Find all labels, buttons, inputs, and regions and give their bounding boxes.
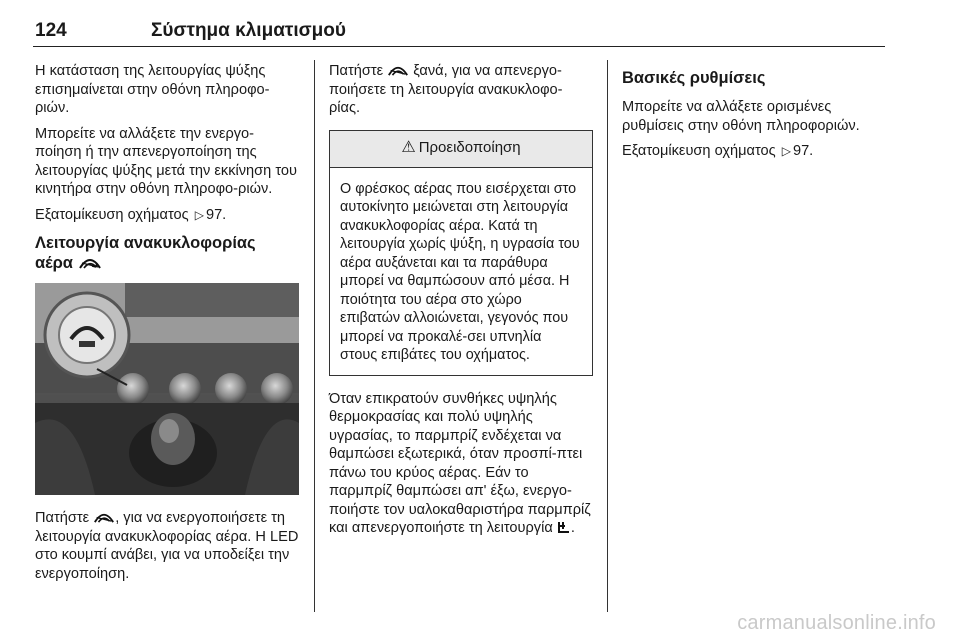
warning-title: Προειδοποίηση (418, 139, 521, 157)
page-header (33, 18, 885, 47)
column-1 (35, 62, 299, 590)
paragraph: Εξατομίκευση οχήματος ▷ 97. (622, 143, 814, 159)
section-heading: Λειτουργία ανακυκλοφορίας αέρα (35, 234, 256, 272)
warning-body: Ο φρέσκος αέρας που εισέρχεται στο αυτοκίνητο μειώνεται στη λειτουργία ανακυκλοφορίας αέρα. Κατά τη λειτουργία χωρίς ψύξη, η υγρασία του αέρα αυξάνεται και τα παράθυρα μπορεί να θαμπώσουν από μέσα. Η ποιότητα του αέρα στο χώρο επιβατών αλλοιώνεται, γεγονός που μπορεί να προκαλέ-σει υπνηλία στους επιβάτες του οχήματος. (340, 180, 580, 363)
paragraph: Μπορείτε να αλλάξετε την ενεργο-ποίηση ή την απενεργοποίηση της λειτουργίας ψύξης μετά την εκκίνηση του κινητήρα στην οθόνη πληροφο-ριών. (35, 125, 297, 197)
watermark: carmanualsonline.info (737, 612, 936, 634)
paragraph (35, 206, 299, 225)
column-2 (329, 62, 593, 545)
warning-box (329, 130, 593, 376)
warning-header (330, 131, 592, 168)
ref-arrow-icon: ▷ (194, 207, 204, 222)
paragraph: Πατήστε , για να ενεργοποιήσετε τη λειτουργία ανακυκλοφορίας αέρα. Η LED στο κουμπί ανάβει, για να υποδείξει την ενεργοποίηση. (35, 510, 299, 582)
paragraph: Μπορείτε να αλλάξετε ορισμένες ρυθμίσεις στην οθόνη πληροφοριών. (622, 99, 860, 134)
ref-page-link[interactable]: 97. (792, 143, 814, 159)
recirculation-icon (93, 511, 115, 524)
recirculation-icon (387, 64, 409, 77)
chapter-title: Σύστημα κλιματισμού (151, 20, 346, 41)
ref-page-link[interactable]: 97. (205, 206, 227, 223)
column-3 (622, 62, 886, 168)
ref-text: Εξατομίκευση οχήματος (35, 206, 189, 223)
paragraph: Η κατάσταση της λειτουργίας ψύξης επισημαίνεται στην οθόνη πληροφο-ριών. (35, 63, 270, 116)
ac-snowflake-icon (557, 521, 571, 534)
column-divider (607, 60, 608, 612)
recirculation-icon (78, 256, 102, 270)
ref-arrow-icon: ▷ (781, 144, 791, 158)
column-divider (314, 60, 315, 612)
warning-triangle-icon: ⚠ (401, 139, 416, 157)
paragraph: Όταν επικρατούν συνθήκες υψηλής θερμοκρασίας και πολύ υψηλής υγρασίας, το παρμπρίζ ενδέχεται να θαμπώσει εξωτερικά, όταν προσπί-πτει πάνω του κρύος αέρας. Εάν το παρμπρίζ θαμπώσει απ' έξω, ενεργο-ποιήστε τον υαλοκαθαριστήρα παρμπρίζ και απενεργοποιήστε τη λειτουργία . (329, 390, 591, 536)
paragraph: Πατήστε ξανά, για να απενεργο-ποιήσετε τη λειτουργία ανακυκλοφο-ρίας. (329, 63, 563, 116)
dashboard-photo (35, 283, 299, 495)
page-number: 124 (35, 20, 67, 41)
section-heading: Βασικές ρυθμίσεις (622, 69, 766, 87)
